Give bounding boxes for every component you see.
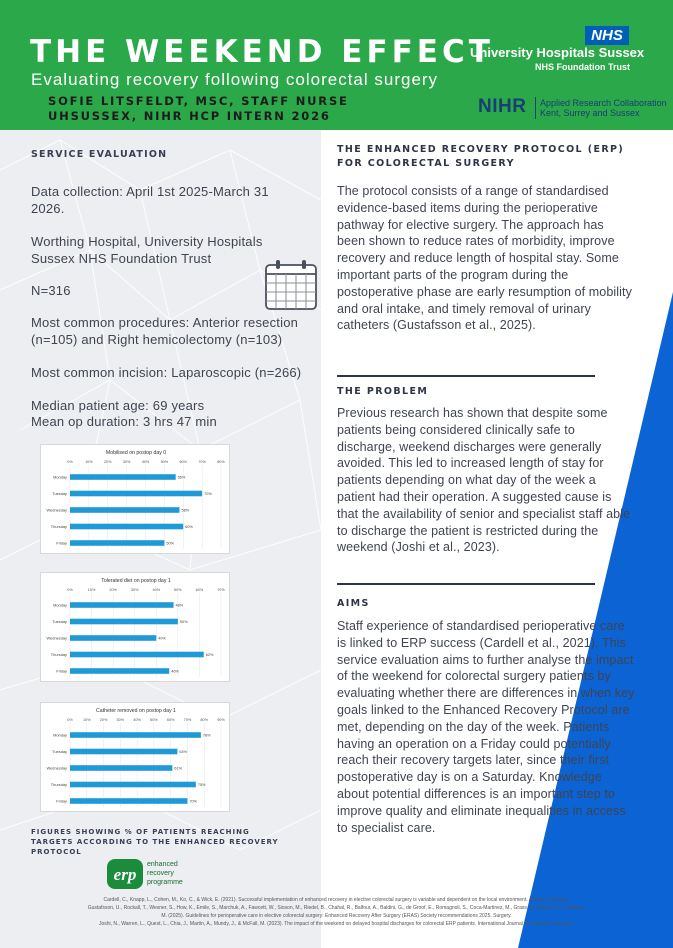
chart-bar	[70, 474, 176, 480]
chart-bar	[70, 507, 179, 513]
chart-category-label: Thursday	[50, 782, 67, 787]
chart-value-label: 50%	[179, 620, 188, 624]
site-line2: Sussex NHS Foundation Trust	[31, 251, 212, 266]
chart-tick-label: 80%	[200, 718, 209, 722]
chart-value-label: 58%	[181, 508, 190, 513]
chart-bar	[70, 749, 177, 755]
chart-value-label: 70%	[204, 492, 212, 496]
chart-value-label: 62%	[205, 653, 214, 657]
calendar-icon	[264, 259, 318, 311]
chart-tick-label: 20%	[99, 718, 108, 722]
references	[0, 896, 673, 928]
site-text	[31, 233, 263, 267]
chart-tick-label: 70%	[183, 718, 192, 722]
chart-title: Catheter removed on postop day 1	[96, 708, 176, 714]
chart-category-label: Monday	[53, 602, 67, 608]
procedures-text	[31, 314, 298, 348]
chart-bar	[70, 652, 204, 658]
chart-category-label: Friday	[56, 668, 67, 674]
chart-tick-label: 20%	[103, 460, 112, 464]
sample-size: N=316	[31, 283, 71, 298]
chart-tick-label: 60%	[166, 718, 175, 722]
chart-category-label: Tuesday	[52, 491, 67, 496]
procedures-line2: (n=105) and Right hemicolectomy (n=103)	[31, 332, 283, 347]
chart-tick-label: 60%	[195, 588, 204, 592]
nhs-trust-name: NHS Foundation Trust	[535, 62, 630, 72]
poster-subtitle: Evaluating recovery following colorectal surgery	[31, 70, 439, 89]
erp-logo-line3: programme	[147, 879, 183, 886]
erp-logo-line2: recovery	[147, 870, 174, 877]
chart-tick-label: 50%	[160, 460, 169, 464]
figure-caption	[31, 827, 279, 857]
site-line1: Worthing Hospital, University Hospitals	[31, 234, 263, 249]
left-column	[0, 130, 321, 948]
chart-category-label: Friday	[56, 798, 67, 804]
chart-value-label: 48%	[175, 603, 184, 608]
chart-bar	[70, 524, 183, 530]
reference-2: Gustafsson, U., Rockall, T., Wexner, S., How, K., Emile, S., Marchuk, A., Fawcett, W., Sioson, M., Riedel, B., Chahal, R., Balfour, A., Baldini, G., de Groof, E., Romagnoli, S., Coca-Martinez, M., Grass, F., Brindle, M., & Hübner,	[87, 905, 586, 911]
chart-category-label: Thursday	[50, 524, 67, 529]
chart-bar	[70, 491, 202, 497]
chart-tick-label: 0%	[67, 718, 73, 722]
chart-tick-label: 30%	[116, 718, 125, 722]
incision-text: Most common incision: Laparoscopic (n=266)	[31, 365, 302, 380]
reference-4: Joshi, N., Warren, L., Quest, L., Chia, J., Martin, A., Mundy, J., & McFall, M. (2023). The impact of the weekend on delayed hospital discharges for colorectal ERP patients. International Journal of Scientific Research.	[98, 921, 575, 927]
chart-value-label: 46%	[171, 669, 179, 674]
chart-tick-label: 70%	[217, 588, 225, 592]
section-divider	[337, 583, 595, 585]
chart-bar	[70, 782, 196, 788]
author-affiliation: UHSUSSEX, NIHR HCP INTERN 2026	[48, 109, 331, 123]
age-text: Median patient age: 69 years	[31, 398, 205, 413]
section-divider	[337, 375, 595, 377]
chart-category-label: Monday	[53, 474, 67, 480]
chart-tick-label: 10%	[82, 718, 91, 722]
author-name: SOFIE LITSFELDT, MSC, STAFF NURSE	[48, 94, 349, 108]
chart-bar	[70, 540, 164, 546]
chart-tick-label: 30%	[122, 460, 131, 464]
erp-logo	[107, 856, 191, 891]
chart-tick-label: 10%	[85, 460, 93, 464]
data-collection-line2: 2026.	[31, 201, 65, 216]
service-evaluation-label: SERVICE EVALUATION	[31, 149, 168, 160]
figure-caption-line1: FIGURES SHOWING % OF PATIENTS REACHING	[31, 828, 250, 836]
chart-value-label: 61%	[174, 766, 182, 771]
erp-body-text: The protocol consists of a range of standardised evidence-based items during the perioperative pathway for elective surgery. The approach has been shown to reduce rates of morbidity, improve recovery and reduce length of hospital stay. Some important parts of the program during the postoperative phase are early resumption of mobility and oral intake, and timely removal of urinary catheters (Gustafsson et al., 2025).	[337, 184, 632, 333]
chart-diet-svg	[41, 573, 231, 683]
chart-value-label: 75%	[197, 783, 206, 787]
chart-value-label: 40%	[158, 636, 166, 641]
chart-category-label: Monday	[53, 732, 67, 738]
poster-title: THE WEEKEND EFFECT	[30, 34, 494, 70]
chart-catheter	[40, 702, 230, 812]
chart-value-label: 78%	[202, 733, 211, 738]
chart-category-label: Thursday	[50, 652, 67, 657]
chart-category-label: Tuesday	[52, 749, 67, 754]
chart-tick-label: 80%	[217, 460, 225, 464]
chart-tick-label: 50%	[150, 718, 158, 722]
chart-catheter-svg	[41, 703, 231, 813]
chart-tick-label: 0%	[67, 460, 73, 464]
chart-bar	[70, 732, 201, 738]
reference-1: Cardell, C., Knapp, L., Cohen, M., Ko, C., & Wick, E. (2021). Successful implementation of enhanced recovery in elective colorectal surgery is variable and dependent on the local environment. Annals of Surgery.	[103, 897, 570, 903]
aims-section-title: AIMS	[337, 598, 370, 609]
aims-body-text: Staff experience of standardised perioperative care is linked to ERP success (Cardell et al., 2021). This service evaluation aims to further analyse the impact of the weekend for colorectal surgery patients by evaluating whether there are differences in when key goals linked to the Enhanced Recovery Protocol are met, depending on the day of the week. Patients having an operation on a Friday could potentially reach their recovery targets later, since their first postoperative day is on a Saturday. Knowledge about potential differences is an important step to improve quality and eliminate inequalities in access to specialist care.	[337, 619, 635, 835]
chart-value-label: 56%	[177, 475, 186, 480]
chart-category-label: Wednesday	[46, 635, 67, 641]
nihr-arc-line1: Applied Research Collaboration	[540, 98, 667, 108]
erp-logo-mark: erp	[113, 865, 137, 884]
chart-bar	[70, 602, 174, 608]
chart-tick-label: 50%	[174, 588, 182, 592]
chart-bar	[70, 765, 172, 771]
erp-title-line1: THE ENHANCED RECOVERY PROTOCOL (ERP)	[337, 144, 625, 155]
problem-body-text: Previous research has shown that despite some patients being considered clinically safe to discharge, weekend discharges were generally avoided. This led to increased length of stay for patients depending on what day of the week a patient had their operation. A suggested cause is that the availability of senior and specialist staff able to discharge the patient is restricted during the weekend (Joshi et al., 2023).	[337, 406, 631, 555]
figure-caption-line2: TARGETS ACCORDING TO THE ENHANCED RECOVERY	[31, 838, 279, 846]
duration-text: Mean op duration: 3 hrs 47 min	[31, 414, 217, 429]
chart-mobilised	[40, 444, 230, 554]
chart-diet	[40, 572, 230, 682]
erp-title-line2: FOR COLORECTAL SURGERY	[337, 158, 515, 169]
chart-tick-label: 40%	[152, 588, 161, 592]
erp-section-title	[337, 143, 624, 171]
data-collection-text	[31, 183, 269, 217]
chart-bar	[70, 619, 178, 625]
chart-value-label: 50%	[166, 541, 174, 546]
chart-category-label: Friday	[56, 540, 67, 546]
chart-tick-label: 70%	[198, 460, 206, 464]
chart-bar	[70, 635, 156, 641]
chart-title: Tolerated diet on postop day 1	[101, 578, 171, 584]
chart-value-label: 64%	[179, 750, 187, 754]
figure-caption-line3: PROTOCOL	[31, 848, 82, 856]
chart-category-label: Wednesday	[46, 507, 67, 513]
chart-tick-label: 10%	[87, 588, 96, 592]
nihr-logo: NIHR	[478, 96, 527, 117]
erp-logo-line1: enhanced	[147, 861, 178, 868]
chart-value-label: 70%	[189, 799, 198, 804]
chart-tick-label: 60%	[179, 460, 188, 464]
chart-tick-label: 40%	[133, 718, 141, 722]
chart-category-label: Wednesday	[46, 765, 67, 771]
problem-section-title: THE PROBLEM	[337, 386, 429, 397]
nhs-logo: NHS	[585, 26, 629, 45]
chart-tick-label: 30%	[130, 588, 139, 592]
chart-category-label: Tuesday	[52, 619, 67, 624]
chart-tick-label: 20%	[109, 588, 117, 592]
procedures-line1: Most common procedures: Anterior resection	[31, 315, 299, 330]
reference-3: M. (2025). Guidelines for perioperative care in elective colorectal surgery: Enhanced Recovery After Surgery (ERAS) Society recommendations 2025. Surgery.	[161, 913, 512, 919]
nihr-arc-line2: Kent, Surrey and Sussex	[540, 108, 640, 118]
chart-bar	[70, 668, 169, 674]
chart-value-label: 60%	[185, 525, 193, 529]
data-collection-line1: Data collection: April 1st 2025-March 31	[31, 184, 269, 199]
chart-title: Mobilised on postop day 0	[105, 450, 167, 456]
chart-tick-label: 40%	[141, 460, 150, 464]
chart-mobilised-svg	[41, 445, 231, 555]
chart-tick-label: 90%	[217, 718, 225, 722]
chart-tick-label: 0%	[67, 588, 73, 592]
chart-bar	[70, 798, 187, 804]
nhs-org-name: University Hospitals Sussex	[470, 45, 645, 60]
